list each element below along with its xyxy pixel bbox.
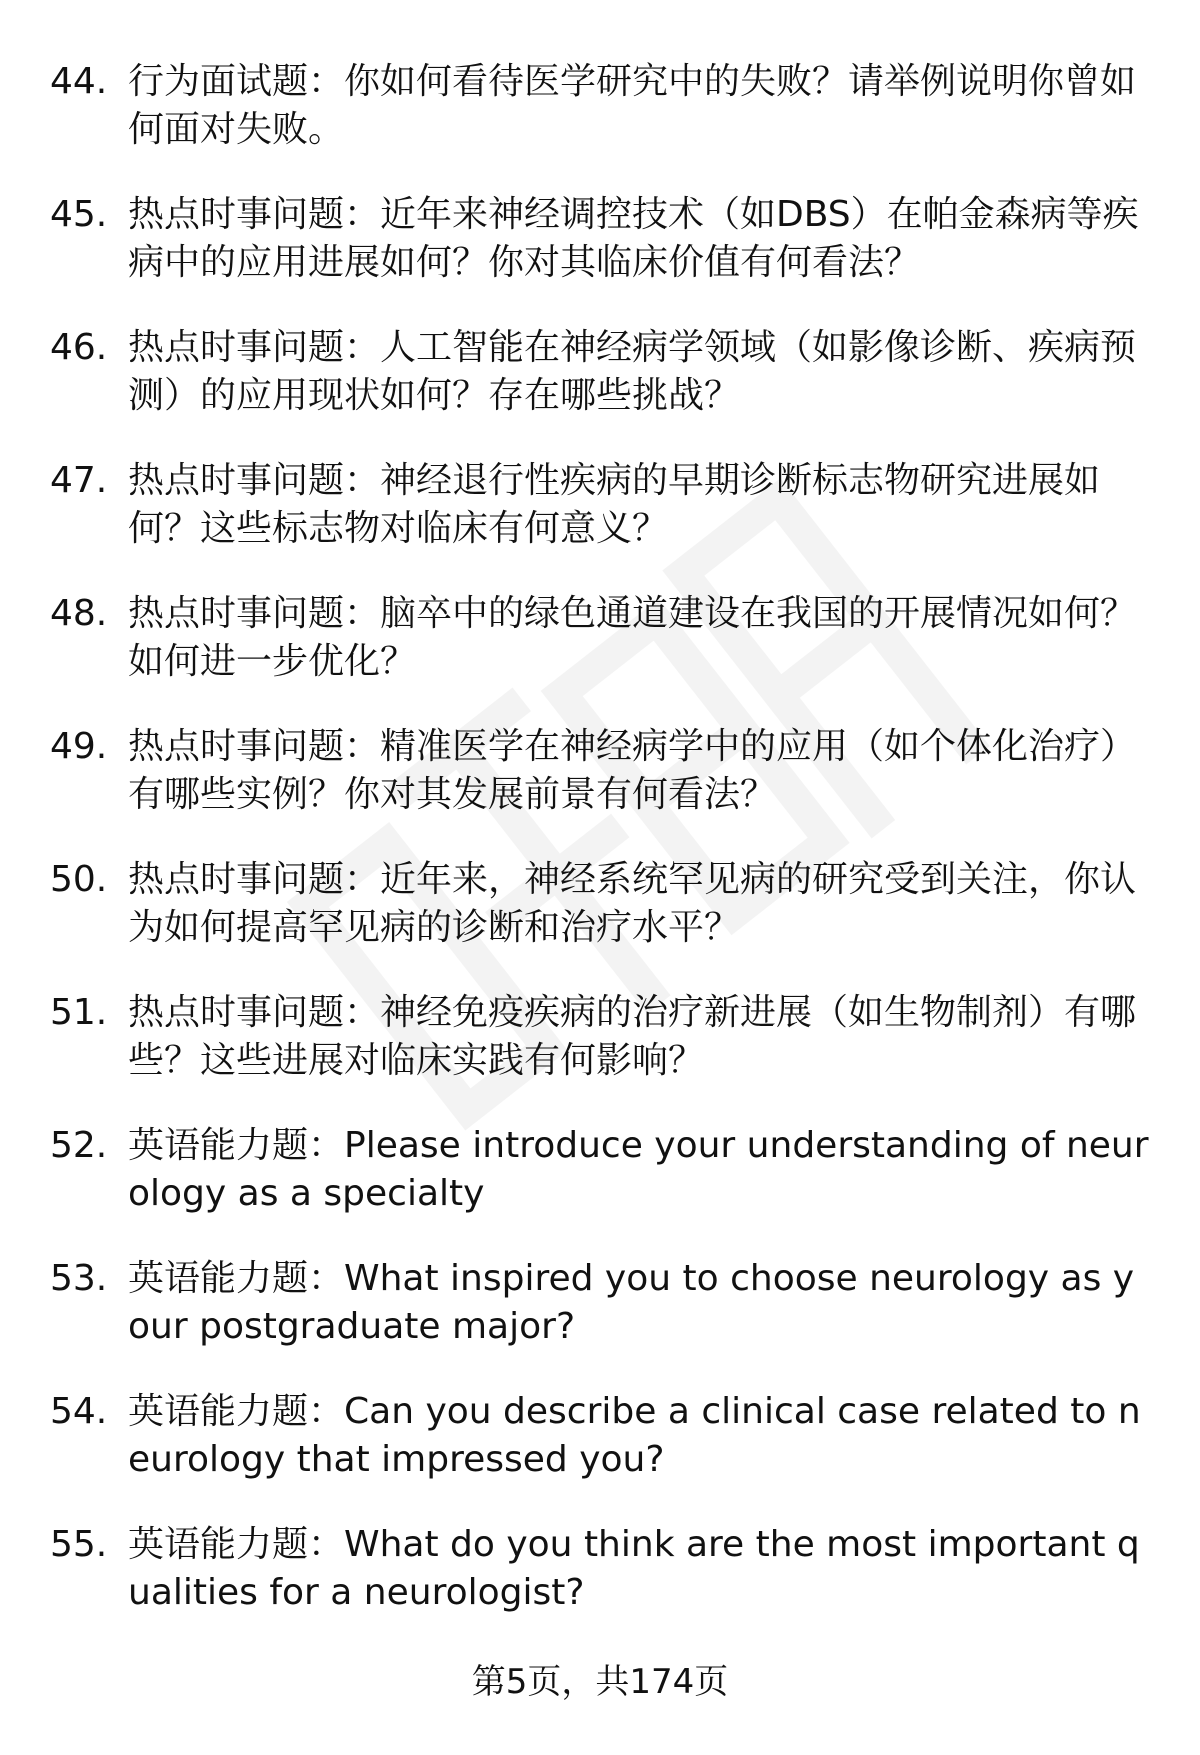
question-number: 44. xyxy=(50,61,108,102)
question-number: 50. xyxy=(50,859,108,900)
question-item xyxy=(50,457,1150,553)
question-item xyxy=(50,1388,1150,1484)
question-item xyxy=(50,324,1150,420)
question-text: 热点时事问题：脑卒中的绿色通道建设在我国的开展情况如何？如何进一步优化？ xyxy=(128,593,1137,682)
question-item xyxy=(50,1122,1150,1218)
question-number: 45. xyxy=(50,194,108,235)
question-text: 英语能力题：Can you describe a clinical case related to neurology that impressed you? xyxy=(128,1391,1141,1480)
question-number: 54. xyxy=(50,1391,108,1432)
question-number: 49. xyxy=(50,726,108,767)
question-number: 48. xyxy=(50,593,108,634)
question-list xyxy=(50,58,1150,1654)
question-text: 行为面试题：你如何看待医学研究中的失败？请举例说明你曾如何面对失败。 xyxy=(128,61,1137,150)
question-text: 英语能力题：What inspired you to choose neurology as your postgraduate major? xyxy=(128,1258,1135,1347)
question-text: 英语能力题：What do you think are the most important qualities for a neurologist? xyxy=(128,1524,1140,1613)
question-text: 热点时事问题：精准医学在神经病学中的应用（如个体化治疗）有哪些实例？你对其发展前景有何看法？ xyxy=(128,726,1137,815)
question-number: 47. xyxy=(50,460,108,501)
question-number: 53. xyxy=(50,1258,108,1299)
question-item xyxy=(50,191,1150,287)
question-item xyxy=(50,1521,1150,1617)
question-item xyxy=(50,856,1150,952)
question-text: 热点时事问题：神经免疫疾病的治疗新进展（如生物制剂）有哪些？这些进展对临床实践有何影响？ xyxy=(128,992,1137,1081)
question-text: 热点时事问题：神经退行性疾病的早期诊断标志物研究进展如何？这些标志物对临床有何意义？ xyxy=(128,460,1101,549)
question-text: 热点时事问题：近年来神经调控技术（如DBS）在帕金森病等疾病中的应用进展如何？你对其临床价值有何看法？ xyxy=(128,194,1139,283)
question-text: 热点时事问题：人工智能在神经病学领域（如影像诊断、疾病预测）的应用现状如何？存在哪些挑战？ xyxy=(128,327,1137,416)
question-number: 51. xyxy=(50,992,108,1033)
question-item xyxy=(50,590,1150,686)
question-number: 52. xyxy=(50,1125,108,1166)
question-text: 热点时事问题：近年来，神经系统罕见病的研究受到关注，你认为如何提高罕见病的诊断和治疗水平？ xyxy=(128,859,1137,948)
page-footer: 第5页，共174页 xyxy=(471,1662,729,1702)
question-item xyxy=(50,1255,1150,1351)
question-item xyxy=(50,989,1150,1085)
question-item xyxy=(50,58,1150,154)
question-text: 英语能力题：Please introduce your understanding of neurology as a specialty xyxy=(128,1125,1149,1214)
question-item xyxy=(50,723,1150,819)
question-number: 55. xyxy=(50,1524,108,1565)
question-number: 46. xyxy=(50,327,108,368)
